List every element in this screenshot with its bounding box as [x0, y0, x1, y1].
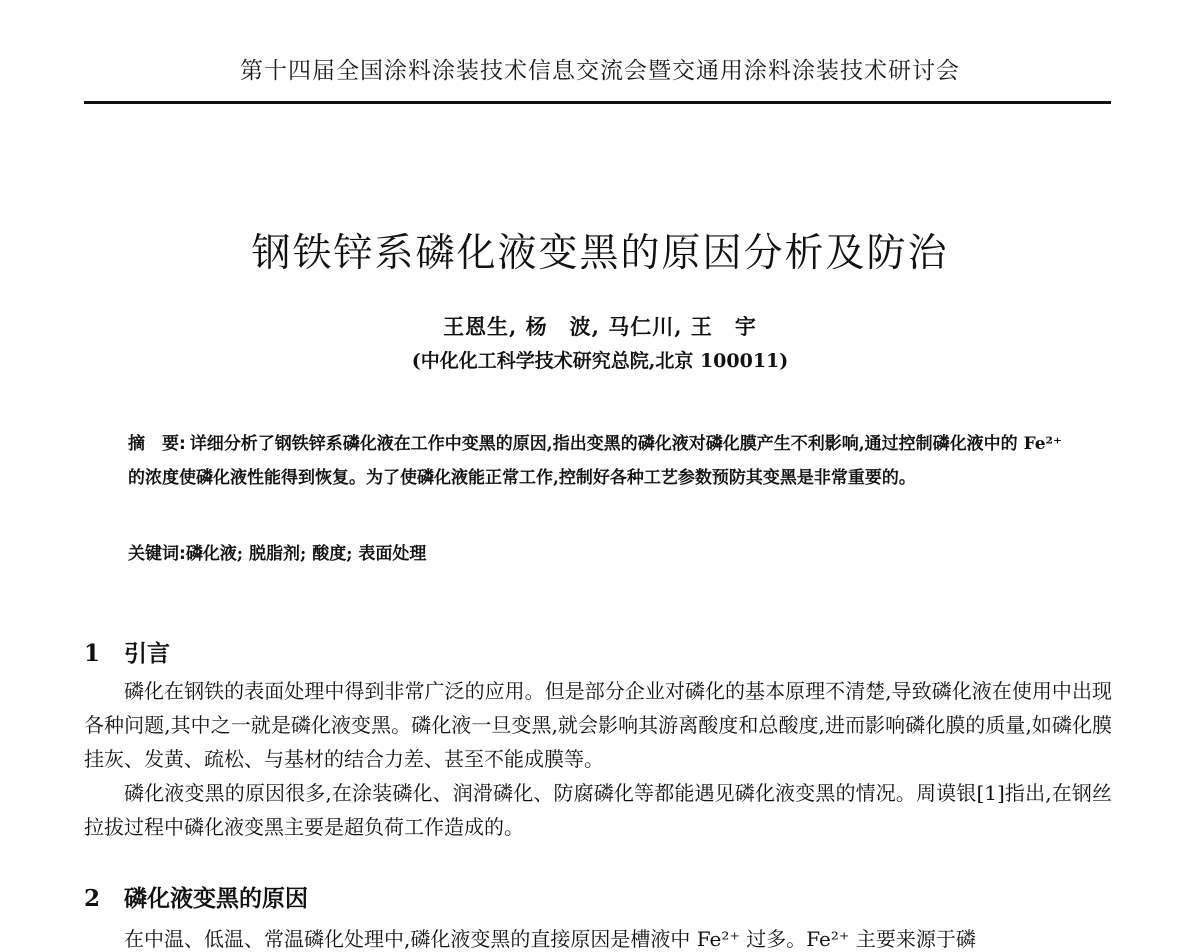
section-number: 2 — [84, 885, 101, 912]
section-body — [84, 922, 1112, 952]
section-title: 磷化液变黑的原因 — [124, 886, 308, 912]
section-heading — [84, 638, 1114, 670]
body-paragraph: 在中温、低温、常温磷化处理中,磷化液变黑的直接原因是槽液中 Fe²⁺ 过多。Fe²⁺ 主要来源于磷 — [124, 927, 976, 951]
keywords-label: 关键词: — [128, 544, 186, 564]
keywords — [128, 541, 1078, 567]
section-title: 引言 — [124, 641, 170, 667]
header-rule — [84, 101, 1111, 104]
abstract-label: 摘 要: — [128, 434, 186, 454]
abstract-text: 详细分析了钢铁锌系磷化液在工作中变黑的原因,指出变黑的磷化液对磷化膜产生不利影响,通过控制磷化液中的 Fe²⁺ 的浓度使磷化液性能得到恢复。为了使磷化液能正常工作,控制好各种工艺参数预防其变黑是非常重要的。 — [128, 434, 1062, 488]
section-body — [84, 674, 1112, 844]
section-number: 1 — [84, 640, 101, 667]
paper-title: 钢铁锌系磷化液变黑的原因分析及防治 — [251, 231, 949, 276]
author-list: 王恩生, 杨 波, 马仁川, 王 宇 — [443, 314, 757, 339]
affiliation: (中化化工科学技术研究总院,北京 100011) — [411, 350, 789, 372]
section-heading — [84, 883, 1114, 915]
keywords-text: 磷化液; 脱脂剂; 酸度; 表面处理 — [185, 544, 427, 564]
running-header: 第十四届全国涂料涂装技术信息交流会暨交通用涂料涂装技术研讨会 — [240, 58, 960, 84]
body-paragraph: 磷化在钢铁的表面处理中得到非常广泛的应用。但是部分企业对磷化的基本原理不清楚,导致磷化液在使用中出现各种问题,其中之一就是磷化液变黑。磷化液一旦变黑,就会影响其游离酸度和总酸度,进而影响磷化膜的质量,如磷化膜挂灰、发黄、疏松、与基材的结合力差、甚至不能成膜等。 — [84, 679, 1112, 771]
body-paragraph: 磷化液变黑的原因很多,在涂装磷化、润滑磷化、防腐磷化等都能遇见磷化液变黑的情况。周谟银[1]指出,在钢丝拉拔过程中磷化液变黑主要是超负荷工作造成的。 — [84, 781, 1112, 839]
abstract — [128, 427, 1078, 495]
